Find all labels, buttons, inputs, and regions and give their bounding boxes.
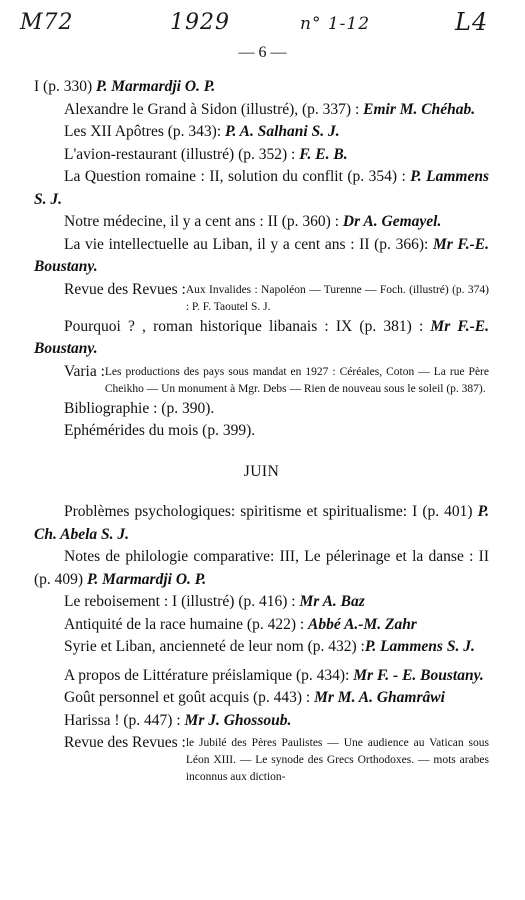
toc-entry <box>34 546 489 591</box>
toc-entry <box>34 144 489 167</box>
entry-title: Notre médecine, il y a cent ans : II (p. 360) : <box>64 213 343 230</box>
entry-author: Mr M. A. Ghamrâwi <box>314 689 445 706</box>
entry-author: P. A. Salhani S. J. <box>225 123 340 140</box>
entry-author: Mr A. Baz <box>299 593 365 610</box>
toc-entry <box>34 501 489 546</box>
entry-title: Antiquité de la race humaine (p. 422) : <box>64 615 309 633</box>
entry-title: Les XII Apôtres (p. 343): <box>64 123 225 140</box>
page-number: — 6 — <box>238 44 287 61</box>
entry-author: P. Marmardji O. P. <box>96 78 216 95</box>
toc-entry <box>34 121 489 144</box>
entry-author: P. Lammens S. J. <box>364 638 475 655</box>
toc-entry <box>34 591 489 614</box>
entry-author: Abbé A.-M. Zahr <box>308 615 417 633</box>
toc-entry <box>34 234 489 279</box>
toc-entry <box>34 316 489 361</box>
entry-body: Aux Invalides : Napoléon — Turenne — Foch. (illustré) (p. 374) : P. F. Taoutel S. J. <box>185 283 489 313</box>
entry-author: P. Marmardji O. P. <box>86 570 207 588</box>
entry-title: Le reboisement : I (illustré) (p. 416) : <box>64 593 300 610</box>
entry-label: Revue des Revues : <box>64 734 186 751</box>
entry-author: P. Ch. Abela S. J. <box>34 503 489 543</box>
entry-title: Notes de philologie comparative: III, Le pélerinage et la danse : II (p. 409) <box>34 548 489 588</box>
handwritten-ref-right: L4 <box>455 8 489 36</box>
toc-entry <box>34 687 489 710</box>
entry-author: Mr F.-E. Boustany. <box>34 317 489 357</box>
entry-author: Mr F.-E. Boustany. <box>34 235 490 275</box>
handwritten-year: 1929 <box>170 10 230 35</box>
entry-title: La vie intellectuelle au Liban, il y a cent ans : II (p. 366): <box>64 235 433 253</box>
entry-title: L'avion-restaurant (illustré) (p. 352) : <box>64 145 300 163</box>
entry-author: F. E. B. <box>299 145 348 163</box>
entry-title: Pourquoi ? , roman historique libanais : IX (p. 381) : <box>64 317 431 335</box>
entry-author: P. Lammens S. J. <box>34 168 489 208</box>
entry-title: Harissa ! (p. 447) : <box>64 711 185 729</box>
entry-title: I (p. 330) <box>34 78 96 95</box>
toc-entry <box>34 636 489 659</box>
entry-title: La Question romaine : II, solution du conflit (p. 354) : <box>64 168 411 185</box>
entry-title: A propos de Littérature préislamique (p. 434): <box>64 666 354 684</box>
handwritten-issues: n° 1-12 <box>300 14 371 34</box>
table-of-contents <box>34 76 489 786</box>
entry-author: Emir M. Chéhab. <box>363 100 476 118</box>
handwritten-ref-left: M72 <box>20 10 74 35</box>
toc-entry <box>34 665 489 688</box>
toc-entry <box>34 99 489 122</box>
entry-title: Problèmes psychologiques: spiritisme et spiritualisme: I (p. 401) <box>64 503 478 520</box>
entry-title: Syrie et Liban, ancienneté de leur nom (p. 432) : <box>64 638 365 655</box>
toc-entry <box>34 710 489 733</box>
entry-author: Mr F. - E. Boustany. <box>353 666 484 684</box>
entry-title: Ephémérides du mois (p. 399). <box>64 422 256 439</box>
entry-label: Varia : <box>64 362 105 380</box>
entry-author: Mr J. Ghossoub. <box>184 711 292 729</box>
entry-title: Alexandre le Grand à Sidon (illustré), (p. 337) : <box>64 100 364 118</box>
entry-title: Goût personnel et goût acquis (p. 443) : <box>64 689 315 706</box>
toc-entry-revue-des-revues <box>34 279 489 316</box>
section-title: JUIN <box>243 462 280 480</box>
toc-entry <box>34 166 489 211</box>
entry-author: Dr A. Gemayel. <box>342 213 442 230</box>
toc-entry <box>34 614 489 637</box>
toc-entry-varia <box>34 361 489 398</box>
toc-entry <box>34 76 489 99</box>
toc-entry-ephemerides <box>34 420 489 443</box>
toc-entry-revue-des-revues <box>34 732 489 786</box>
entry-body: le Jubilé des Pères Paulistes — Une audience au Vatican sous Léon XIII. — Le synode des Grecs Orthodoxes. — mots arabes inconnus aux diction- <box>185 737 489 783</box>
toc-entry <box>34 211 489 234</box>
entry-title: Bibliographie : (p. 390). <box>64 399 215 417</box>
entry-label: Revue des Revues : <box>64 280 186 298</box>
entry-body: Les productions des pays sous mandat en 1927 : Céréales, Coton — La rue Père Cheikho — Un monument à Mgr. Debs — Rien de nouveau sous le soleil (p. 387). <box>104 365 489 395</box>
toc-entry-bibliographie <box>34 398 489 421</box>
